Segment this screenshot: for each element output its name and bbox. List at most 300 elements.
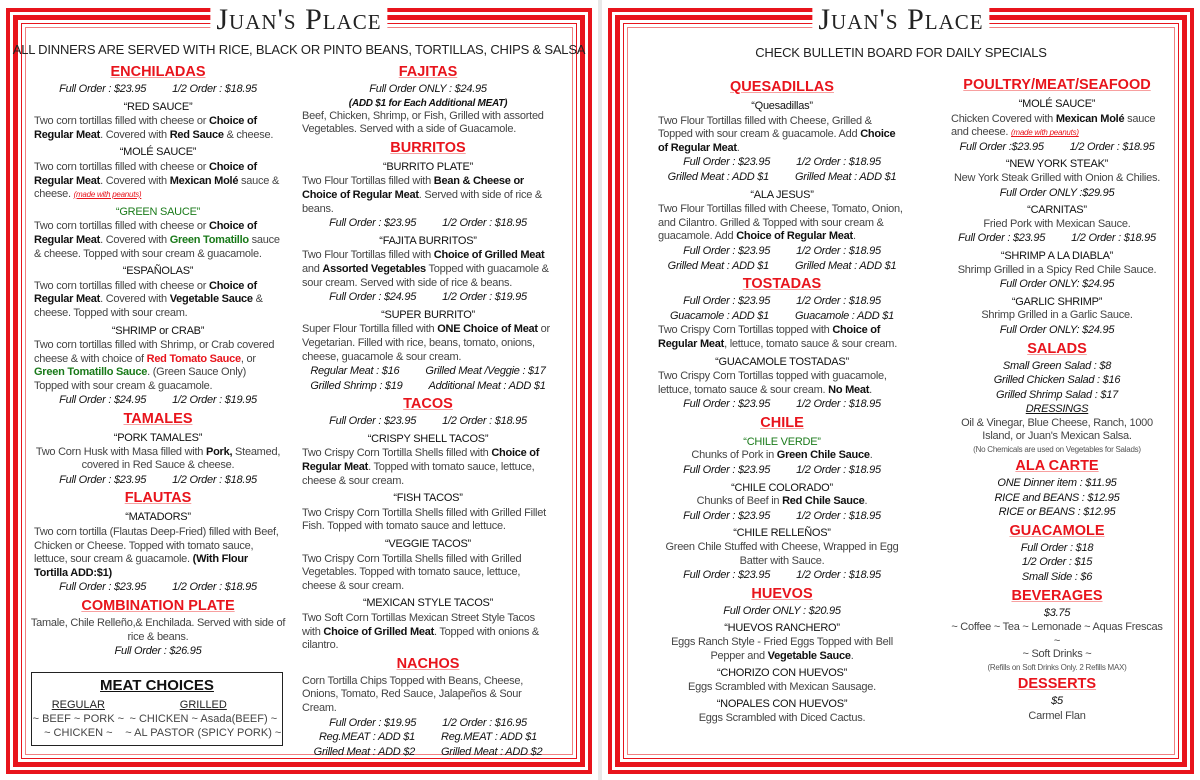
price-row (947, 141, 1167, 155)
item-description (658, 324, 906, 351)
allergen-note: (made with peanuts) (73, 190, 142, 200)
description-text: Tamale, Chile Relleño,& Enchilada. Served with side of rice & beans. (30, 617, 286, 643)
section-heading: POULTRY/MEAT/SEAFOOD (963, 77, 1151, 93)
description-text: Two Soft Corn Tortillas Mexican Street Style Tacos with (302, 612, 535, 638)
section-heading: FLAUTAS (124, 490, 192, 507)
price-row (298, 415, 558, 429)
price: 1/2 Order : $18.95 (796, 244, 881, 257)
description-text: Beef, Chicken, Shrimp, or Fish, Grilled with assorted Vegetables. Served with a side of Guacamole. (302, 109, 544, 136)
description-text: Two Corn Husk with Masa filled with (35, 445, 206, 458)
item-name: “CHILE VERDE” (743, 435, 821, 448)
item-description (302, 675, 554, 716)
description-text: Choice of Grilled Meat (323, 625, 435, 638)
price: ONE Dinner item : $11.95 (997, 477, 1117, 490)
price: 1/2 Order : $18.95 (796, 464, 881, 477)
item-description (302, 447, 554, 488)
description-text: Two Flour Tortillas filled with Cheese, Grilled & Topped with sour cream & guacamole. Add (658, 114, 872, 141)
description-text: Oil & Vinegar, Blue Cheese, Ranch, 1000 Island, or Juan's Mexican Salsa. (961, 416, 1153, 443)
item-description (302, 110, 554, 137)
price: Grilled Meat /Veggie : $17 (425, 365, 546, 378)
price: Full Order : $23.95 (683, 156, 771, 169)
item-name: “NOPALES CON HUEVOS” (716, 698, 848, 711)
description-text: Two Crispy Corn Tortillas topped with (658, 324, 833, 337)
price: 1/2 Order : $18.95 (172, 581, 257, 594)
price: Full Order : $23.95 (683, 398, 771, 411)
description-text: Two Flour Tortillas filled with Cheese, Tomato, Onion, and Cilantro. Grilled & Topped with sour cream & guacamole. Add (658, 203, 903, 243)
price: Full Order : $24.95 (329, 291, 417, 304)
price-row (947, 374, 1167, 388)
price: 1/2 Order : $18.95 (442, 415, 527, 428)
item-name: “RED SAUCE” (123, 100, 193, 113)
description-text: Choice of Grilled Meat (433, 249, 545, 262)
item-name: “CARNITAS” (1027, 204, 1087, 217)
price: 1/2 Order : $18.95 (172, 473, 257, 486)
description-text: ~ Coffee ~ Tea ~ Lemonade ~ Aquas Frescas ~ (951, 621, 1163, 647)
item-name: “PORK TAMALES” (113, 432, 203, 445)
regular-line: ~ CHICKEN ~ (44, 727, 113, 739)
item-name: “BURRITO PLATE” (383, 160, 473, 173)
price: Full Order : $23.95 (329, 217, 417, 230)
item-description (658, 203, 906, 244)
price: Grilled Meat : ADD $1 (667, 259, 769, 272)
price: RICE or BEANS : $12.95 (998, 506, 1116, 519)
price: Full Order : $18 (1020, 541, 1094, 554)
description-text: Two Crispy Corn Tortillas topped with guacamole, lettuce, tomato sauce & sour cream. (658, 370, 887, 396)
item-description (34, 161, 282, 202)
description-text: Corn Tortilla Chips Topped with Beans, Cheese, Onions, Tomato, Red Sauce, Jalapeños & Sour Cream. (302, 674, 524, 714)
item-description (302, 175, 554, 216)
description-text: Two corn tortillas filled with Shrimp, or Crab covered cheese & with choice of (34, 339, 275, 365)
description-text: Assorted Vegetables (322, 262, 426, 275)
item-name: “CHORIZO CON HUEVOS” (716, 667, 848, 680)
price: 1/2 Order : $18.95 (796, 295, 881, 308)
price-row (947, 477, 1167, 491)
item-description (302, 249, 554, 290)
price-row (298, 380, 558, 394)
description-text: & cheese. Topped with sour cream. (34, 293, 263, 319)
item-description (658, 115, 906, 156)
item-description (951, 113, 1163, 140)
price-row (654, 260, 910, 274)
description-text: , lettuce, tomato sauce & sour cream. (724, 337, 898, 350)
item-description (302, 553, 554, 594)
item-name: “MATADORS” (125, 511, 191, 524)
price: Full Order : $23.95 (683, 295, 771, 308)
item-description (947, 309, 1167, 323)
price: 1/2 Order : $18.95 (172, 83, 257, 95)
price-row (30, 581, 286, 595)
description-text: . (850, 649, 854, 662)
item-name: “MOLÉ SAUCE” (1018, 98, 1096, 110)
description-text: sauce & cheese. (34, 174, 280, 201)
price: 1/2 Order : $19.95 (172, 394, 257, 407)
price-row (298, 291, 558, 305)
price-row (654, 171, 910, 185)
description-text: Choice of Regular Meat (34, 160, 257, 187)
section-heading: FAJITAS (398, 64, 458, 80)
description-text: Mexican Molé (1055, 112, 1125, 125)
item-name: “Quesadillas” (751, 100, 813, 112)
price-row (30, 83, 286, 97)
item-name: “CHILE RELLEÑOS” (733, 527, 831, 540)
menu-page-right (602, 0, 1200, 780)
price: Additional Meat : ADD $1 (428, 379, 546, 392)
price: Full Order : $19.95 (329, 716, 417, 729)
price: Full Order ONLY: $24.95 (999, 278, 1115, 291)
price-row (947, 389, 1167, 403)
item-description (34, 526, 282, 580)
description-text: Vegetable Sauce (767, 649, 851, 662)
price-row (654, 310, 910, 324)
description-text: Red Chile Sauce (782, 495, 865, 508)
grilled-line: ~ AL PASTOR (SPICY PORK) ~ (125, 727, 282, 739)
price: 1/2 Order : $18.95 (796, 398, 881, 411)
footnote: (Refills on Soft Drinks Only. 2 Refills MAX) (987, 663, 1127, 672)
item-description (302, 507, 554, 534)
price: Full Order : $26.95 (114, 645, 202, 658)
description-text: Chunks of Beef in (696, 495, 783, 508)
price: Full Order ONLY : $24.95 (369, 83, 487, 95)
item-name: “CHILE COLORADO” (731, 481, 833, 494)
description-text: . (736, 141, 740, 154)
item-description (947, 710, 1167, 724)
item-name: “GUACAMOLE TOSTADAS” (715, 355, 849, 368)
description-text: . (869, 449, 873, 462)
price-row (298, 83, 558, 97)
price-row (654, 510, 910, 524)
price: Grilled Meat : ADD $1 (667, 170, 769, 183)
item-name: “FAJITA BURRITOS” (379, 234, 477, 247)
section-heading: ALA CARTE (1015, 458, 1099, 475)
price: Small Green Salad : $8 (1002, 359, 1112, 372)
price-row (298, 217, 558, 231)
description-text: Eggs Scrambled with Diced Cactus. (698, 711, 866, 724)
item-name: “NEW YORK STEAK” (1005, 158, 1109, 171)
description-text: Choice of Regular Meat (736, 230, 853, 243)
item-name: “CRISPY SHELL TACOS” (367, 432, 489, 445)
description-text: Steamed, covered in Red Sauce & cheese. (81, 445, 281, 472)
price-row (30, 474, 286, 488)
description-text: . (864, 495, 868, 508)
description-text: Choice of Regular Meat (302, 447, 540, 474)
regular-header: REGULAR (51, 699, 105, 711)
price: Full Order : $23.95 (329, 415, 417, 428)
description-text: Chunks of Pork in (691, 449, 777, 462)
description-text: Choice of Regular Meat (658, 324, 881, 350)
item-name: “GARLIC SHRIMP” (1011, 295, 1103, 308)
description-text: Choice of Regular Meat (34, 115, 257, 141)
description-text: Eggs Ranch Style - Fried Eggs Topped with Bell Pepper and (671, 636, 893, 662)
description-text: Shrimp Grilled in a Garlic Sauce. (981, 309, 1133, 322)
description-text: New York Steak Grilled with Onion & Chilies. (953, 171, 1161, 184)
description-text: Choice of Regular Meat (34, 220, 257, 246)
price: $3.75 (1043, 606, 1071, 619)
description-text: Vegetable Sauce (169, 293, 253, 306)
description-text: Shrimp Grilled in a Spicy Red Chile Sauce. (957, 263, 1157, 276)
item-name: “ESPAÑOLAS” (122, 265, 194, 278)
description-text: Topped with guacamole & sour cream. Served with side of rice & beans. (302, 262, 549, 289)
price: Full Order : $24.95 (59, 394, 147, 407)
item-description (654, 712, 910, 726)
section-heading: QUESADILLAS (730, 79, 834, 95)
price: Reg.MEAT : ADD $1 (318, 731, 415, 744)
item-name: “FISH TACOS” (393, 492, 463, 505)
section-heading: NACHOS (396, 655, 460, 672)
item-name: “SHRIMP or CRAB” (111, 324, 205, 337)
item-name: “GREEN SAUCE” (115, 205, 201, 218)
price-row (947, 360, 1167, 374)
item-description (654, 541, 910, 568)
description-text: Pork, (205, 445, 233, 458)
description-text: Chicken Covered with (951, 112, 1056, 125)
price-row (298, 717, 558, 731)
price-row (947, 506, 1167, 520)
item-description (947, 648, 1167, 662)
menu-page-left (0, 0, 598, 780)
price-row (947, 492, 1167, 506)
menu-column (654, 76, 910, 726)
description-text: & cheese. (223, 128, 274, 141)
price: Grilled Meat : ADD $2 (441, 745, 543, 758)
description-text: ONE Choice of Meat (437, 323, 538, 336)
price-row (654, 569, 910, 583)
description-text: Eggs Scrambled with Mexican Sausage. (688, 680, 876, 693)
description-text: Two corn tortillas filled with cheese or (34, 220, 209, 233)
footnote: (No Chemicals are used on Vegetables for Salads) (973, 445, 1141, 455)
price-row (30, 645, 286, 659)
description-text: Two Flour Tortillas filled with (302, 249, 434, 262)
description-text: Two Flour Tortillas filled with (302, 175, 434, 188)
price: Grilled Meat : ADD $1 (795, 170, 897, 183)
price-row (947, 278, 1167, 292)
description-text: . Covered with (100, 233, 170, 246)
menu-column (30, 61, 286, 660)
item-description (947, 172, 1167, 186)
price-row (947, 187, 1167, 201)
tagline: ALL DINNERS ARE SERVED WITH RICE, BLACK OR PINTO BEANS, TORTILLAS, CHIPS & SALSA (12, 42, 586, 57)
description-text: Green Chile Stuffed with Cheese, Wrapped in Egg Batter with Sauce. (665, 541, 899, 567)
price: 1/2 Order : $18.95 (442, 217, 527, 230)
description-text: . Topped with onions & cilantro. (302, 625, 539, 652)
item-description (947, 417, 1167, 444)
price: 1/2 Order : $18.95 (796, 569, 881, 582)
item-name: “ALA JESUS” (750, 188, 814, 201)
price: $5 (1051, 695, 1063, 707)
item-name: “HUEVOS RANCHERO” (724, 622, 840, 635)
description-text: Two Crispy Corn Tortilla Shells filled with Grilled Fillet Fish. Topped with tomato sauce and lettuce. (302, 506, 546, 533)
description-text: ~ Soft Drinks ~ (1022, 648, 1092, 661)
price-row (298, 731, 558, 745)
section-heading: TAMALES (123, 411, 193, 428)
price: (ADD $1 for Each Additional MEAT) (348, 97, 508, 109)
meat-choices-title: MEAT CHOICES (100, 677, 214, 694)
price: Full Order ONLY :$29.95 (999, 186, 1115, 199)
description-text: sauce and cheese. (951, 112, 1156, 139)
description-text: . Topped with tomato sauce, lettuce, cheese & sour cream. (302, 461, 535, 487)
item-description (34, 220, 282, 261)
subheading: DRESSINGS (1025, 403, 1089, 416)
description-text: . (852, 230, 856, 243)
section-heading: BURRITOS (390, 139, 466, 156)
item-description (947, 264, 1167, 278)
price: Grilled Chicken Salad : $16 (993, 374, 1121, 387)
description-text: . (869, 383, 872, 396)
price-row (30, 394, 286, 408)
description-text: Two Crispy Corn Tortilla Shells filled with Grilled Vegetables. Topped with tomato sauce, lettuce, cheese & sour cream. (302, 552, 522, 592)
section-heading: HUEVOS (751, 585, 813, 602)
price-row (298, 98, 558, 109)
description-text: Two corn tortilla (Flautas Deep-Fried) filled with Beef, Chicken or Cheese. Topped with tomato sauce, lettuce, sour cream & guacamole. (34, 526, 279, 566)
price: Guacamole : ADD $1 (669, 309, 769, 322)
item-description (34, 280, 282, 321)
price: 1/2 Order : $16.95 (442, 716, 527, 729)
description-text: Two Crispy Corn Tortilla Shells filled with (302, 447, 492, 460)
description-text: or Vegetarian. Filled with rice, beans, tomato, onions, cheese, guacamole & sour cream. (302, 323, 550, 363)
item-description (30, 446, 286, 473)
price-row (947, 232, 1167, 246)
price: Grilled Meat : ADD $2 (313, 745, 415, 758)
item-name: “MEXICAN STYLE TACOS” (362, 597, 494, 610)
price: Regular Meat : $16 (310, 365, 400, 378)
price: RICE and BEANS : $12.95 (994, 491, 1120, 504)
price: Full Order : $23.95 (683, 569, 771, 582)
price: Full Order : $23.95 (683, 509, 771, 522)
item-description (654, 495, 910, 509)
price-row (947, 607, 1167, 621)
price: Full Order : $23.95 (958, 232, 1046, 245)
description-text: Green Tomatillo (169, 233, 249, 246)
restaurant-title: Juan's Place (812, 2, 989, 38)
price: Reg.MEAT : ADD $1 (441, 731, 538, 744)
section-heading: COMBINATION PLATE (81, 598, 235, 614)
price: 1/2 Order : $18.95 (796, 509, 881, 522)
price: Full Order : $23.95 (59, 473, 147, 486)
description-text: Super Flour Tortilla filled with (302, 323, 438, 336)
price: Full Order : $23.95 (59, 581, 147, 594)
description-text: Two corn tortillas filled with cheese or (34, 279, 209, 292)
section-heading: TACOS (403, 396, 453, 413)
description-text: Fried Pork with Mexican Sauce. (983, 217, 1131, 230)
item-description (302, 612, 554, 653)
item-name: “SUPER BURRITO” (381, 308, 475, 321)
price-row (654, 295, 910, 309)
description-text: Carmel Flan (1028, 709, 1086, 722)
description-text: Red Sauce (169, 128, 224, 141)
price: Full Order ONLY: $24.95 (999, 323, 1115, 336)
item-description (947, 621, 1167, 648)
item-description (654, 449, 910, 463)
price: 1/2 Order : $18.95 (796, 156, 881, 169)
price: Grilled Shrimp : $19 (310, 379, 403, 392)
description-text: No Meat (828, 383, 870, 396)
allergen-note: (made with peanuts) (1011, 128, 1079, 138)
restaurant-title: Juan's Place (210, 2, 387, 38)
item-description (34, 339, 282, 393)
price: 1/2 Order : $15 (1021, 556, 1093, 569)
item-name: “MOLÉ SAUCE” (119, 146, 197, 159)
description-text: Choice of Regular Meat (34, 279, 257, 306)
description-text: Green Chile Sauce (776, 449, 870, 462)
section-heading: SALADS (1027, 340, 1087, 357)
description-text: Bean & Cheese or Choice of Regular Meat (302, 175, 524, 201)
description-text: and (302, 262, 323, 275)
item-description (302, 323, 554, 364)
description-text: Mexican Molé (169, 174, 239, 187)
price: Full Order ONLY : $20.95 (723, 604, 841, 617)
grilled-header: GRILLED (179, 699, 227, 711)
item-name: “SHRIMP A LA DIABLA” (1000, 249, 1114, 262)
regular-line: ~ BEEF ~ PORK ~ (32, 713, 125, 725)
description-text: Two corn tortillas filled with cheese or (34, 115, 209, 128)
menu-column (947, 74, 1167, 723)
price-row (654, 156, 910, 170)
price: Full Order : $23.95 (59, 83, 147, 95)
description-text: Choice of Regular Meat (658, 128, 896, 154)
section-heading: GUACAMOLE (1009, 522, 1105, 539)
section-heading: DESSERTS (1017, 676, 1097, 692)
menu-column (298, 61, 558, 760)
price: Full Order : $23.95 (683, 244, 771, 257)
price-row (654, 398, 910, 412)
description-text: . Served with side of rice & beans. (302, 188, 542, 215)
description-text: . (Green Sauce Only) Topped with sour cream & guacamole. (34, 366, 247, 392)
item-description (947, 218, 1167, 232)
price-row (947, 542, 1167, 556)
tagline: CHECK BULLETIN BOARD FOR DAILY SPECIALS (755, 45, 1047, 60)
price: 1/2 Order : $18.95 (1071, 232, 1156, 245)
section-heading: BEVERAGES (1011, 587, 1103, 604)
description-text: , or (240, 352, 256, 365)
price-row (947, 324, 1167, 338)
price: 1/2 Order : $18.95 (1069, 140, 1155, 153)
price-row (298, 746, 558, 760)
item-description (30, 617, 286, 644)
description-text: Red Tomato Sauce (146, 352, 241, 365)
price: Grilled Meat : ADD $1 (795, 259, 897, 272)
price: Full Order : $23.95 (683, 464, 771, 477)
description-text: Two corn tortillas filled with cheese or (34, 160, 209, 173)
price-row (947, 571, 1167, 585)
description-text: sauce & cheese. Topped with sour cream & guacamole. (34, 233, 280, 260)
item-description (658, 370, 906, 397)
description-text: (With Flour Tortilla ADD:$1) (34, 553, 248, 579)
price: Small Side : $6 (1021, 571, 1093, 584)
item-name: “VEGGIE TACOS” (385, 538, 471, 551)
price-row (654, 605, 910, 619)
section-heading: ENCHILADAS (110, 64, 206, 80)
price: Guacamole : ADD $1 (795, 309, 895, 322)
item-description (654, 681, 910, 695)
description-text: Green Tomatillo Sauce (34, 366, 148, 379)
section-heading: TOSTADAS (742, 276, 822, 293)
description-text: . Covered with (100, 128, 170, 141)
price-row (654, 464, 910, 478)
meat-choices-box (31, 672, 283, 746)
price: Full Order :$23.95 (959, 140, 1044, 153)
description-text: . Covered with (100, 293, 170, 306)
section-heading: CHILE (760, 414, 804, 431)
price-row (298, 365, 558, 379)
price-row (947, 556, 1167, 570)
grilled-line: ~ CHICKEN ~ Asada(BEEF) ~ (129, 713, 278, 725)
description-text: . Covered with (100, 174, 170, 187)
price: 1/2 Order : $19.95 (442, 291, 527, 304)
item-description (654, 636, 910, 663)
item-description (34, 115, 282, 142)
price: Grilled Shrimp Salad : $17 (996, 388, 1118, 401)
price-row (947, 695, 1167, 709)
price-row (654, 245, 910, 259)
